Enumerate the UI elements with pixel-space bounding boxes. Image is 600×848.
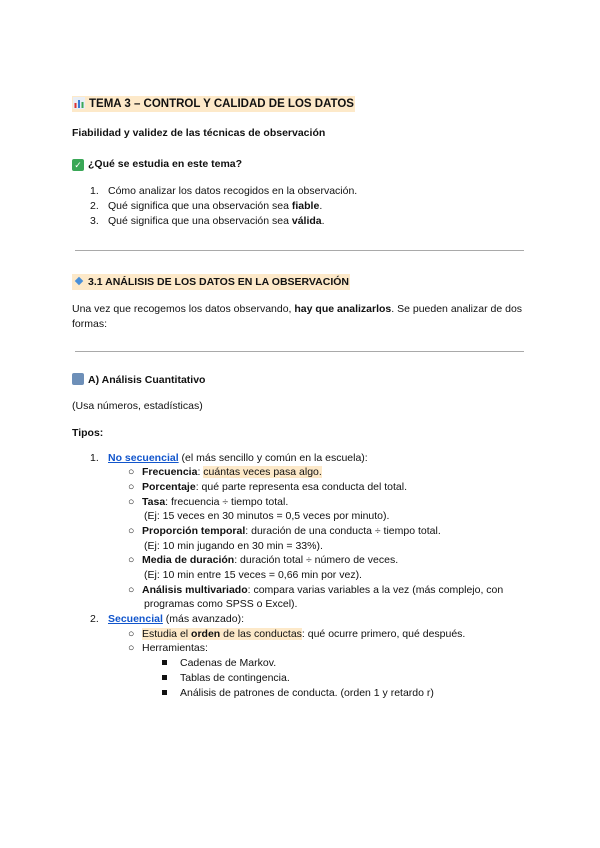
no-secuencial-link[interactable]: No secuencial (108, 452, 179, 464)
sub-list-continuation: programas como SPSS o Excel). (144, 598, 298, 610)
secuencial-link[interactable]: Secuencial (108, 613, 163, 625)
bar-chart-icon (73, 97, 85, 109)
sub-list-item: ○ Media de duración: duración total ÷ número de veces. (128, 554, 399, 566)
sub-list-item: ○ Tasa: frecuencia ÷ tiempo total. (128, 496, 289, 508)
divider (75, 351, 524, 352)
subsection-heading: A) Análisis Cuantitativo (72, 373, 205, 386)
sub-list-item: ○ Herramientas: (128, 642, 208, 654)
sub-list-item: ○ Análisis multivariado: compara varias variables a la vez (más complejo, con (128, 584, 504, 596)
question-heading: ✓ ¿Qué se estudia en este tema? (72, 158, 242, 171)
tool-item: Cadenas de Markov. (162, 657, 276, 669)
section-title: 3.1 ANÁLISIS DE LOS DATOS EN LA OBSERVACIÓN (72, 274, 350, 290)
sub-list-item: ○ Porcentaje: qué parte representa esa conducta del total. (128, 481, 408, 493)
type-item-no-secuencial: 1. No secuencial (el más sencillo y común en la escuela): (90, 452, 368, 464)
type-item-secuencial: 2. Secuencial (más avanzado): (90, 613, 244, 625)
sub-list-example: (Ej: 15 veces en 30 minutos = 0,5 veces por minuto). (144, 510, 390, 522)
page-title: TEMA 3 – CONTROL Y CALIDAD DE LOS DATOS (72, 96, 355, 112)
diamond-icon (75, 277, 83, 285)
tool-item: Tablas de contingencia. (162, 672, 290, 684)
subsection-note: (Usa números, estadísticas) (72, 400, 203, 412)
tool-item: Análisis de patrones de conducta. (orden 1 y retardo r) (162, 687, 434, 699)
sub-list-example: (Ej: 10 min entre 15 veces = 0,66 min por vez). (144, 569, 362, 581)
intro-paragraph: Una vez que recogemos los datos observando, hay que analizarlos. Se pueden analizar de dos formas: (72, 303, 523, 330)
list-item: 2. Qué significa que una observación sea fiable. (90, 200, 323, 212)
divider (75, 250, 524, 251)
types-label: Tipos: (72, 427, 104, 439)
sub-list-item: ○ Frecuencia: cuántas veces pasa algo. (128, 466, 322, 478)
sub-list-example: (Ej: 10 min jugando en 30 min = 33%). (144, 540, 323, 552)
numbers-icon (72, 373, 84, 385)
subtitle: Fiabilidad y validez de las técnicas de observación (72, 127, 326, 139)
list-item: 1. Cómo analizar los datos recogidos en la observación. (90, 185, 358, 197)
check-icon: ✓ (72, 159, 84, 171)
list-item: 3. Qué significa que una observación sea válida. (90, 215, 325, 227)
sub-list-item: ○ Estudia el orden de las conductas: qué ocurre primero, qué después. (128, 628, 466, 640)
sub-list-item: ○ Proporción temporal: duración de una conducta ÷ tiempo total. (128, 525, 441, 537)
